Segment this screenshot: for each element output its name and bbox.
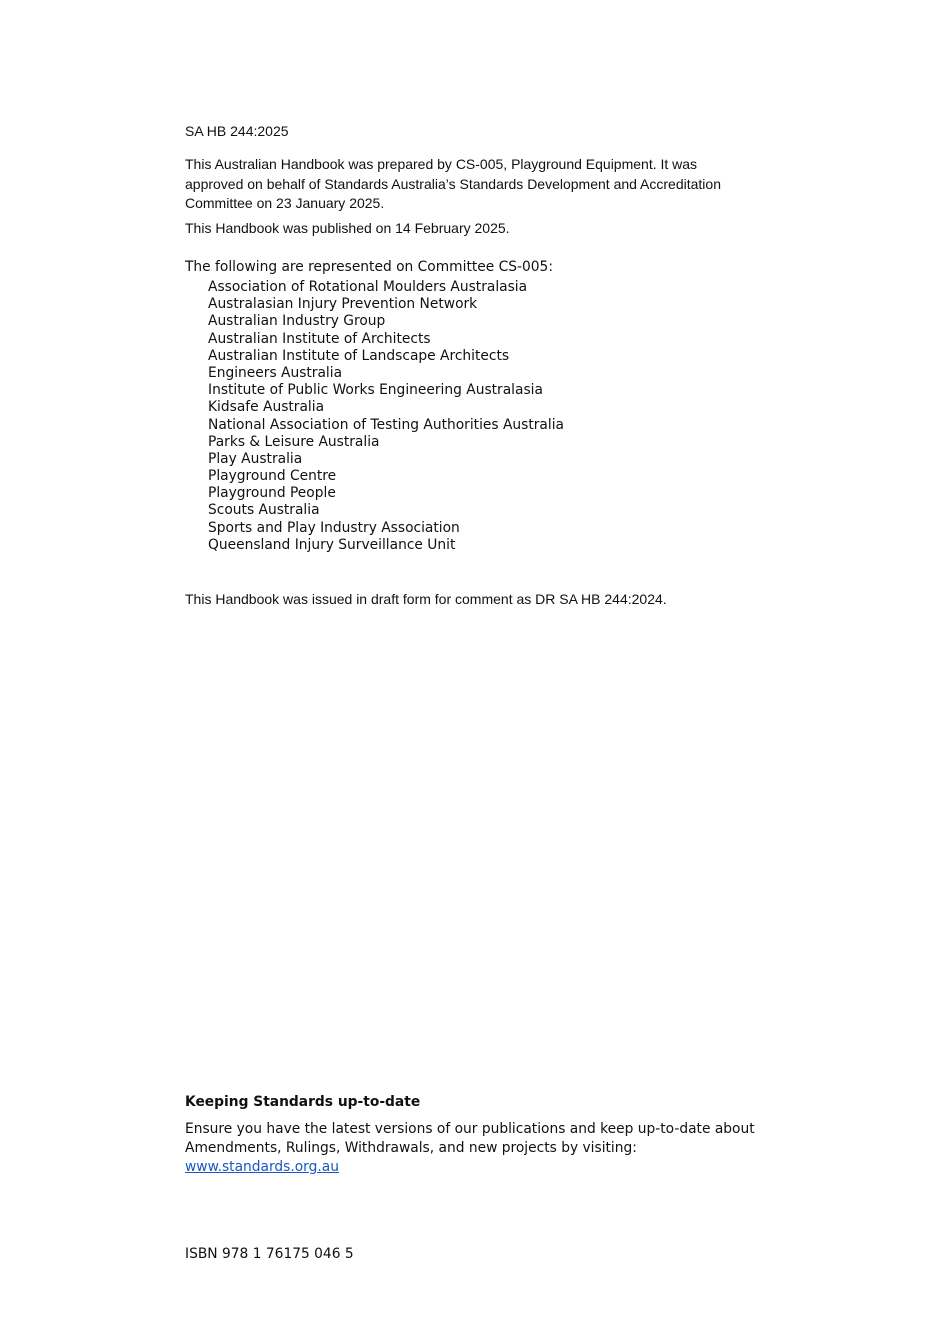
- standards-website-link[interactable]: www.standards.org.au: [185, 1159, 339, 1175]
- keeping-up-to-date-body: Ensure you have the latest versions of our publications and keep up-to-date about Amendments, Rulings, Withdrawals, and new projects by visiting:: [185, 1121, 755, 1156]
- keeping-up-to-date-text: [185, 1120, 775, 1177]
- preparation-statement: This Australian Handbook was prepared by CS-005, Playground Equipment. It was approved on behalf of Standards Australia’s Standards Development and Accreditation Committee on 23 January 2025.: [185, 156, 721, 211]
- list-item: Australian Institute of Landscape Architects: [208, 347, 510, 364]
- list-item: Kidsafe Australia: [208, 399, 325, 416]
- list-item: Australian Industry Group: [208, 313, 386, 330]
- committee-intro: The following are represented on Committee CS-005:: [185, 259, 553, 275]
- publication-date-statement: This Handbook was published on 14 February 2025.: [185, 220, 510, 236]
- list-item: Sports and Play Industry Association: [208, 519, 460, 536]
- draft-note: This Handbook was issued in draft form for comment as DR SA HB 244:2024.: [185, 591, 667, 607]
- list-item: National Association of Testing Authorities Australia: [208, 416, 565, 433]
- list-item: Engineers Australia: [208, 364, 343, 381]
- list-item: Playground Centre: [208, 468, 337, 485]
- list-item: Association of Rotational Moulders Australasia: [208, 279, 528, 295]
- list-item: Institute of Public Works Engineering Australasia: [208, 382, 543, 399]
- document-id: SA HB 244:2025: [185, 123, 289, 139]
- list-item: Playground People: [208, 485, 336, 502]
- list-item: Australasian Injury Prevention Network: [208, 296, 478, 313]
- list-item: Parks & Leisure Australia: [208, 433, 380, 450]
- list-item: Queensland Injury Surveillance Unit: [208, 536, 456, 553]
- committee-member-list: [208, 279, 564, 554]
- list-item: Scouts Australia: [208, 502, 320, 519]
- list-item: Play Australia: [208, 450, 303, 467]
- list-item: Australian Institute of Architects: [208, 330, 431, 347]
- isbn: ISBN 978 1 76175 046 5: [185, 1246, 354, 1262]
- keeping-up-to-date-heading: Keeping Standards up-to-date: [185, 1094, 421, 1110]
